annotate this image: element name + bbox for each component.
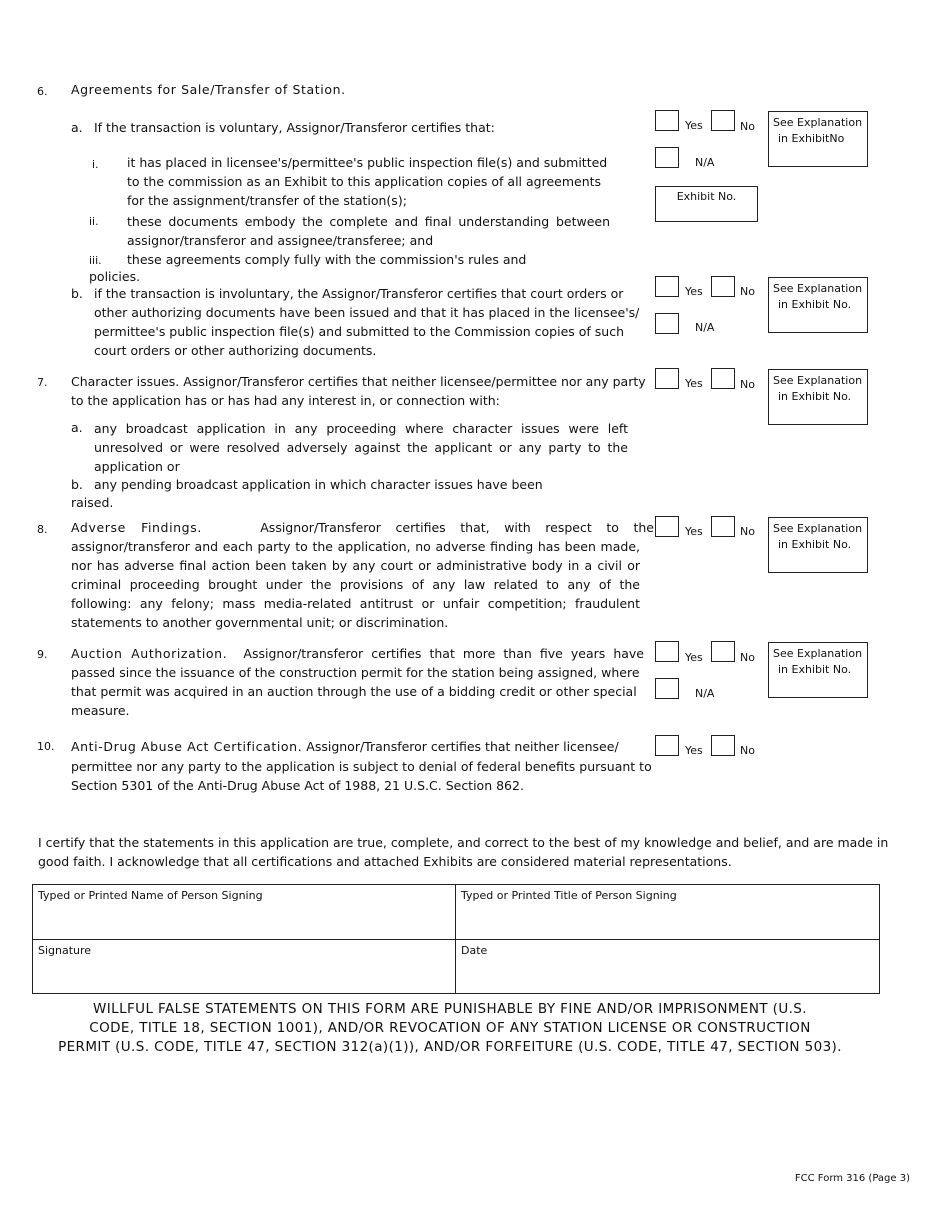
q6b-yes-checkbox[interactable] (655, 276, 679, 297)
q9-na-label: N/A (695, 687, 715, 700)
q9-yes-label: Yes (685, 651, 703, 664)
q9-text: passed since the issuance of the construction permit for the station being assigned, where that permit was acquired in an auction through the use of a bidding credit or other special measure. (71, 665, 640, 718)
q6a-na-label: N/A (695, 156, 715, 169)
date-field[interactable] (456, 940, 879, 993)
q6a-no-checkbox[interactable] (711, 110, 735, 131)
q6-number: 6. (37, 85, 48, 98)
q8-first-line: Adverse Findings. Assignor/Transferor certifies that, with respect to the (71, 520, 654, 535)
q7b-text-2: raised. (71, 495, 114, 510)
q9-na-checkbox[interactable] (655, 678, 679, 699)
q10-text: permittee nor any party to the application is subject to denial of federal benefits pursuant to Section 5301 of the Anti-Drug Abuse Act of 1988, 21 U.S.C. Section 862. (71, 759, 652, 793)
form-footer: FCC Form 316 (Page 3) (794, 1173, 910, 1184)
q6b-text: if the transaction is involuntary, the Assignor/Transferor certifies that court orders or other authorizing documents have been issued and that it has placed in the licensee's/ permittee's public inspection file(s) and submitted to the Commission copies of such court orders or other authorizing documents. (94, 286, 640, 358)
q9-no-checkbox[interactable] (711, 641, 735, 662)
q6a-label: a. (71, 120, 83, 135)
q6a-ii-text: these documents embody the complete and final understanding between assignor/transferor and assignee/transferee; and (127, 214, 610, 248)
q6a-i-label: i. (92, 158, 99, 171)
q10-first-line: Anti-Drug Abuse Act Certification. Assignor/Transferor certifies that neither licensee/ (71, 739, 619, 754)
q6b-no-label: No (740, 285, 755, 298)
q6a-iii-text-1: these agreements comply fully with the commission's rules and (127, 252, 527, 267)
q8-explanation-box[interactable]: See Explanation in Exhibit No. (768, 517, 868, 573)
q6b-na-checkbox[interactable] (655, 313, 679, 334)
q6b-na-label: N/A (695, 321, 715, 334)
q7-number: 7. (37, 376, 48, 389)
q9-yes-checkbox[interactable] (655, 641, 679, 662)
q7-explanation-box[interactable]: See Explanation in Exhibit No. (768, 369, 868, 425)
signer-title-field[interactable] (456, 885, 879, 940)
q6a-exhibit-no-field[interactable]: Exhibit No. (655, 186, 758, 222)
q10-no-checkbox[interactable] (711, 735, 735, 756)
q10-number: 10. (37, 740, 55, 753)
q6b-label: b. (71, 286, 83, 301)
q9-no-label: No (740, 651, 755, 664)
q6a-yes-label: Yes (685, 119, 703, 132)
q6a-no-label: No (740, 120, 755, 133)
q8-no-label: No (740, 525, 755, 538)
q6a-i-text: it has placed in licensee's/permittee's public inspection file(s) and submitted to the commission as an Exhibit to this application copies of all agreements for the assignment/transfer of the station(s); (127, 155, 608, 208)
q7-yes-label: Yes (685, 377, 703, 390)
q6a-ii-label: ii. (89, 215, 99, 228)
q8-no-checkbox[interactable] (711, 516, 735, 537)
q6a-text: If the transaction is voluntary, Assignor/Transferor certifies that: (94, 120, 495, 135)
q6a-yes-checkbox[interactable] (655, 110, 679, 131)
q7a-text: any broadcast application in any proceeding where character issues were left unresolved or were resolved adversely against the applicant or any party to the application or (94, 421, 628, 474)
q6b-no-checkbox[interactable] (711, 276, 735, 297)
q7-yes-checkbox[interactable] (655, 368, 679, 389)
signature-label: Signature (38, 944, 92, 957)
q7b-text-1: any pending broadcast application in which character issues have been (94, 477, 543, 492)
q9-explanation-box[interactable]: See Explanation in Exhibit No. (768, 642, 868, 698)
date-label: Date (461, 944, 488, 957)
signature-field[interactable] (33, 940, 456, 993)
false-statement-warning: WILLFUL FALSE STATEMENTS ON THIS FORM ARE PUNISHABLE BY FINE AND/OR IMPRISONMENT (U.S. CODE, TITLE 18, SECTION 1001), AND/OR REVOCATION OF ANY STATION LICENSE OR CONSTRUCTION PERMIT (U.S. CODE, TITLE 47, SECTION 312(a)(1)), AND/OR FORFEITURE (U.S. CODE, TITLE 47, SECTION 503). (58, 1001, 842, 1055)
signer-title-label: Typed or Printed Title of Person Signing (461, 889, 677, 902)
signature-table (32, 884, 880, 994)
q6a-explanation-box[interactable]: See Explanation in ExhibitNo (768, 111, 868, 167)
q7-no-checkbox[interactable] (711, 368, 735, 389)
q6-heading: Agreements for Sale/Transfer of Station. (71, 82, 346, 97)
certification-text: I certify that the statements in this application are true, complete, and correct to the best of my knowledge and belief, and are made in good faith. I acknowledge that all certifications and attached Exhibits are considered material representations. (38, 835, 889, 869)
q9-first-line: Auction Authorization. Assignor/transferor certifies that more than five years have (71, 646, 644, 661)
q7b-label: b. (71, 477, 83, 492)
q6b-explanation-box[interactable]: See Explanation in Exhibit No. (768, 277, 868, 333)
q7-text: Character issues. Assignor/Transferor certifies that neither licensee/permittee nor any party to the application has or has had any interest in, or connection with: (71, 374, 646, 408)
q8-yes-label: Yes (685, 525, 703, 538)
signer-name-label: Typed or Printed Name of Person Signing (38, 889, 263, 902)
q10-yes-label: Yes (685, 744, 703, 757)
q6a-iii-label: iii. (89, 254, 102, 267)
q9-number: 9. (37, 648, 48, 661)
q6a-na-checkbox[interactable] (655, 147, 679, 168)
q10-yes-checkbox[interactable] (655, 735, 679, 756)
q6b-yes-label: Yes (685, 285, 703, 298)
q7-no-label: No (740, 378, 755, 391)
signer-name-field[interactable] (33, 885, 456, 940)
q7a-label: a. (71, 420, 83, 435)
q8-text: assignor/transferor and each party to the application, no adverse finding has been made, nor has adverse final action been taken by any court or administrative body in a civil or criminal proceeding brought under the provisions of any law related to any of the following: any felony; mass media-related antitrust or unfair competition; fraudulent statements to another governmental unit; or discrimination. (71, 539, 640, 630)
q8-number: 8. (37, 523, 48, 536)
q8-yes-checkbox[interactable] (655, 516, 679, 537)
q10-no-label: No (740, 744, 755, 757)
q6a-iii-text-2: policies. (89, 269, 141, 284)
